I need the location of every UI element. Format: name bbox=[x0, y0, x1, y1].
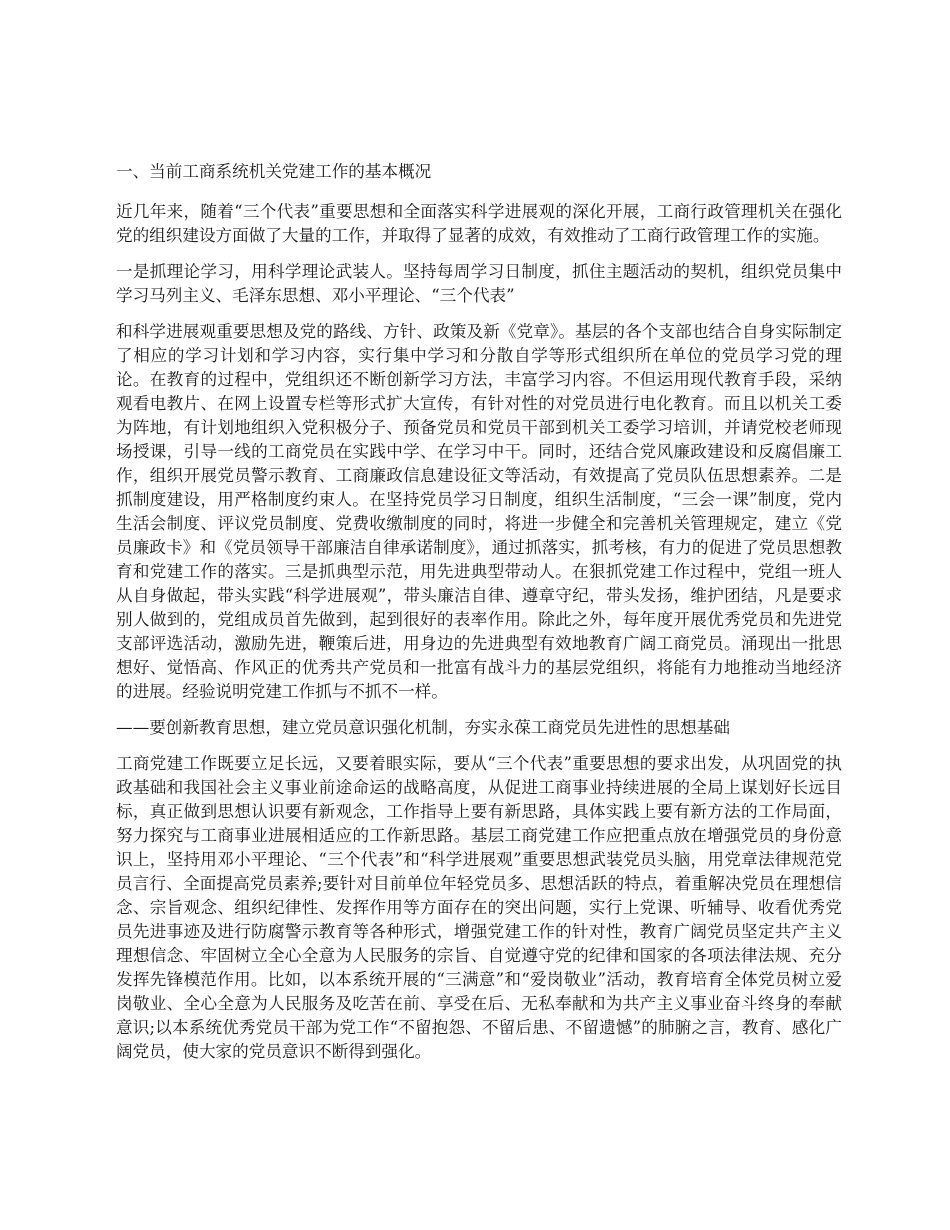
section-heading: 一、当前工商系统机关党建工作的基本概况 bbox=[116, 162, 432, 181]
paragraph-measures: 和科学进展观重要思想及党的路线、方针、政策及新《党章》。基层的各个支部也结合自身实际制定了相应的学习计划和学习内容，实行集中学习和分散自学等形式组织所在单位的党员学习党的理论。在教育的过程中，党组织还不断创新学习方法，丰富学习内容。不但运用现代教育手段，采纳观看电教片、在网上设置专栏等形式扩大宣传，有针对性的对党员进行电化教育。而且以机关工委为阵地，有计划地组织入党积极分子、预备党员和党员干部到机关工委学习培训，并请党校老师现场授课，引导一线的工商党员在实践中学、在学习中干。同时，还结合党风廉政建设和反腐倡廉工作，组织开展党员警示教育、工商廉政信息建设征文等活动，有效提高了党员队伍思想素养。二是抓制度建设，用严格制度约束人。在坚持党员学习日制度，组织生活制度，“三会一课”制度，党内生活会制度、评议党员制度、党费收缴制度的同时，将进一步健全和完善机关管理规定，建立《党员廉政卡》和《党员领导干部廉洁自律承诺制度》，通过抓落实，抓考核，有力的促进了党员思想教育和党建工作的落实。三是抓典型示范，用先进典型带动人。在狠抓党建工作过程中，党组一班人从自身做起，带头实践“科学进展观”，带头廉洁自律、遵章守纪，带头发扬，维护团结，凡是要求别人做到的，党组成员首先做到，起到很好的表率作用。除此之外，每年度开展优秀党员和先进党支部评选活动，激励先进，鞭策后进，用身边的先进典型有效地教育广阔工商党员。涌现出一批思想好、觉悟高、作风正的优秀共产党员和一批富有战斗力的基层党组织，将能有力地推动当地经济的进展。经验说明党建工作抓与不抓不一样。 bbox=[116, 322, 842, 701]
paragraph-education-thinking: 工商党建工作既要立足长远，又要着眼实际，要从“三个代表”重要思想的要求出发，从巩固党的执政基础和我国社会主义事业前途命运的战略高度，从促进工商事业持续进展的全局上谋划好长远目标，真正做到思想认识要有新观念，工作指导上要有新思路，具体实践上要有新方法的工作局面，努力探究与工商事业进展相适应的工作新思路。基层工商党建工作应把重点放在增强党员的身份意识上，坚持用邓小平理论、“三个代表”和“科学进展观”重要思想武装党员头脑，用党章法律规范党员言行、全面提高党员素养;要针对目前单位年轻党员多、思想活跃的特点，着重解决党员在理想信念、宗旨观念、组织纪律性、发挥作用等方面存在的突出问题，实行上党课、听辅导、收看优秀党员先进事迹及进行防腐警示教育等各种形式，增强党建工作的针对性，教育广阔党员坚定共产主义理想信念、牢固树立全心全意为人民服务的宗旨、自觉遵守党的纪律和国家的各项法律法规、充分发挥先锋模范作用。比如，以本系统开展的“三满意”和“爱岗敬业”活动，教育培育全体党员树立爱岗敬业、全心全意为人民服务及吃苦在前、享受在后、无私奉献和为共产主义事业奋斗终身的奉献意识;以本系统优秀党员干部为党工作“不留抱怨、不留后患、不留遗憾”的肺腑之言，教育、感化广阔党员，使大家的党员意识不断得到强化。 bbox=[116, 754, 842, 1061]
document-body bbox=[116, 160, 842, 1076]
paragraph-theory-study: 一是抓理论学习，用科学理论武装人。坚持每周学习日制度，抓住主题活动的契机，组织党员集中学习马列主义、毛泽东思想、邓小平理论、“三个代表” bbox=[116, 262, 842, 305]
paragraph-overview: 近几年来，随着“三个代表”重要思想和全面落实科学进展观的深化开展，工商行政管理机关在强化党的组织建设方面做了大量的工作，并取得了显著的成效，有效推动了工商行政管理工作的实施。 bbox=[116, 202, 842, 245]
paragraph-subheading: ——要创新教育思想，建立党员意识强化机制，夯实永葆工商党员先进性的思想基础 bbox=[116, 718, 730, 737]
